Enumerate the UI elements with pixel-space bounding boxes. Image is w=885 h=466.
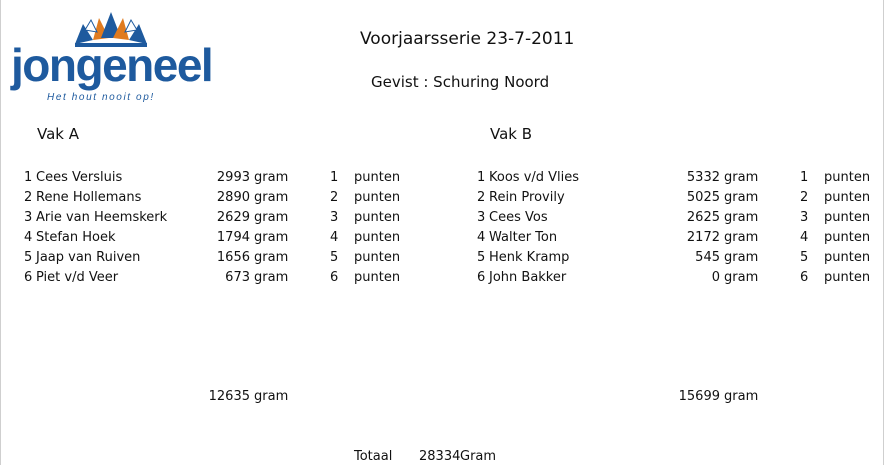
points-value: 6 xyxy=(800,270,809,285)
row-rank: 5 xyxy=(24,250,33,265)
points-unit: punten xyxy=(354,170,401,185)
page-title: Voorjaarsserie 23-7-2011 xyxy=(360,29,575,49)
row-rank: 4 xyxy=(477,230,486,245)
row-rank: 6 xyxy=(477,270,486,285)
weight-unit: gram xyxy=(254,210,289,225)
vak-a-subtotal: 12635 xyxy=(208,389,250,404)
angler-name: Piet v/d Veer xyxy=(36,270,119,285)
points-unit: punten xyxy=(354,270,401,285)
catch-weight: 673 xyxy=(225,270,250,285)
weight-unit: gram xyxy=(724,270,759,285)
weight-unit: gram xyxy=(724,230,759,245)
weight-unit: gram xyxy=(254,190,289,205)
angler-name: Walter Ton xyxy=(489,230,558,245)
points-unit: punten xyxy=(824,250,871,265)
row-rank: 1 xyxy=(477,170,486,185)
catch-weight: 2629 xyxy=(216,210,250,225)
row-rank: 4 xyxy=(24,230,33,245)
catch-weight: 2625 xyxy=(686,210,720,225)
points-unit: punten xyxy=(354,210,401,225)
points-value: 1 xyxy=(330,170,339,185)
total-label: Totaal xyxy=(354,449,393,464)
catch-weight: 2172 xyxy=(686,230,720,245)
row-rank: 5 xyxy=(477,250,486,265)
vak-b-subtotal-unit: gram xyxy=(724,389,759,404)
weight-unit: gram xyxy=(254,230,289,245)
vak-a-label: Vak A xyxy=(37,125,80,143)
weight-unit: gram xyxy=(724,190,759,205)
points-unit: punten xyxy=(354,250,401,265)
total-value: 28334 xyxy=(419,449,461,464)
angler-name: Stefan Hoek xyxy=(36,230,116,245)
page-subtitle: Gevist : Schuring Noord xyxy=(371,73,550,91)
weight-unit: gram xyxy=(254,250,289,265)
points-unit: punten xyxy=(354,230,401,245)
vak-b-label: Vak B xyxy=(490,125,533,143)
catch-weight: 545 xyxy=(695,250,720,265)
points-unit: punten xyxy=(824,170,871,185)
points-value: 5 xyxy=(330,250,339,265)
angler-name: Cees Versluis xyxy=(36,170,123,185)
points-value: 4 xyxy=(330,230,339,245)
points-value: 2 xyxy=(330,190,339,205)
angler-name: John Bakker xyxy=(489,270,567,285)
weight-unit: gram xyxy=(254,170,289,185)
points-value: 5 xyxy=(800,250,809,265)
catch-weight: 2993 xyxy=(216,170,250,185)
points-value: 6 xyxy=(330,270,339,285)
points-unit: punten xyxy=(824,190,871,205)
points-unit: punten xyxy=(354,190,401,205)
points-value: 3 xyxy=(800,210,809,225)
catch-weight: 1656 xyxy=(216,250,250,265)
total-unit: Gram xyxy=(460,449,497,464)
brand-tagline: Het hout nooit op! xyxy=(47,92,155,103)
angler-name: Arie van Heemskerk xyxy=(36,210,168,225)
points-value: 3 xyxy=(330,210,339,225)
vak-b-subtotal: 15699 xyxy=(678,389,720,404)
row-rank: 6 xyxy=(24,270,33,285)
points-value: 2 xyxy=(800,190,809,205)
row-rank: 1 xyxy=(24,170,33,185)
angler-name: Henk Kramp xyxy=(489,250,570,265)
catch-weight: 5332 xyxy=(686,170,720,185)
angler-name: Koos v/d Vlies xyxy=(489,170,580,185)
weight-unit: gram xyxy=(724,170,759,185)
catch-weight: 1794 xyxy=(216,230,250,245)
row-rank: 2 xyxy=(24,190,33,205)
catch-weight: 2890 xyxy=(216,190,250,205)
points-value: 1 xyxy=(800,170,809,185)
catch-weight: 0 xyxy=(711,270,720,285)
weight-unit: gram xyxy=(724,250,759,265)
angler-name: Jaap van Ruiven xyxy=(36,250,141,265)
weight-unit: gram xyxy=(724,210,759,225)
points-unit: punten xyxy=(824,210,871,225)
brand-logo: jongeneel xyxy=(11,39,213,91)
angler-name: Cees Vos xyxy=(489,210,548,225)
angler-name: Rein Provily xyxy=(489,190,565,205)
points-unit: punten xyxy=(824,270,871,285)
points-unit: punten xyxy=(824,230,871,245)
points-value: 4 xyxy=(800,230,809,245)
row-rank: 2 xyxy=(477,190,486,205)
weight-unit: gram xyxy=(254,270,289,285)
row-rank: 3 xyxy=(477,210,486,225)
catch-weight: 5025 xyxy=(686,190,720,205)
vak-a-subtotal-unit: gram xyxy=(254,389,289,404)
row-rank: 3 xyxy=(24,210,33,225)
angler-name: Rene Hollemans xyxy=(36,190,142,205)
